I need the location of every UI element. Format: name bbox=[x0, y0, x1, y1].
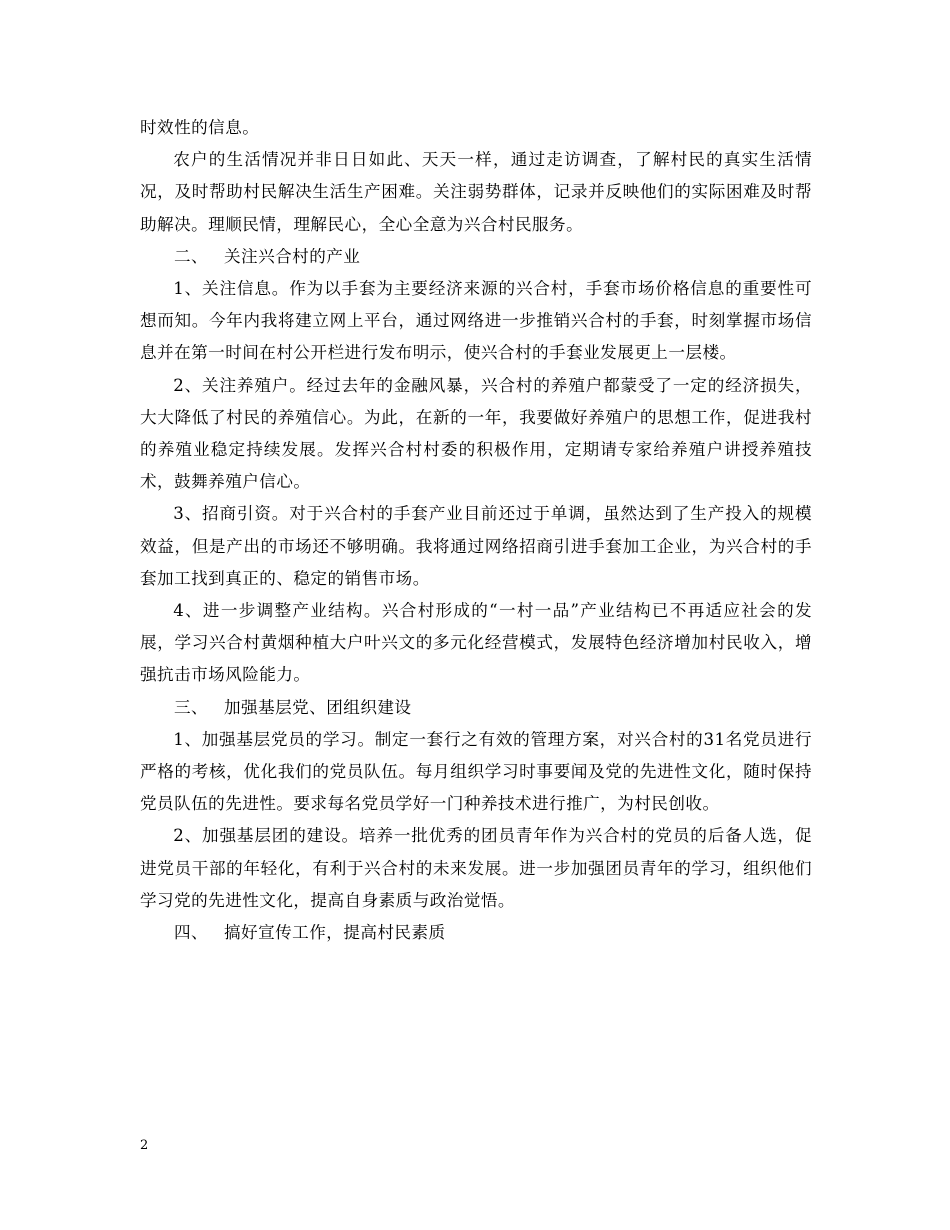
paragraph-continuation: 时效性的信息。 bbox=[140, 118, 260, 137]
paragraph-information: 1、关注信息。作为以手套为主要经济来源的兴合村，手套市场价格信息的重要性可想而知。今年内我将建立网上平台，通过网络进一步推销兴合村的手套，时刻掌握市场信息并在第一时间在村公开栏进行发布明示，使兴合村的手套业发展更上一层楼。 bbox=[140, 279, 812, 363]
paragraph-league-building: 2、加强基层团的建设。培养一批优秀的团员青年作为兴合村的党员的后备人选，促进党员干部的年轻化，有利于兴合村的未来发展。进一步加强团员青年的学习，组织他们学习党的先进性文化，提高自身素质与政治觉悟。 bbox=[140, 826, 812, 910]
section-title: 加强基层党、团组织建设 bbox=[224, 697, 412, 717]
paragraph-investment: 3、招商引资。对于兴合村的手套产业目前还过于单调，虽然达到了生产投入的规模效益，但是产出的市场还不够明确。我将通过网络招商引进手套加工企业，为兴合村的手套加工找到真正的、稳定的销售市场。 bbox=[140, 504, 812, 588]
document-body bbox=[140, 112, 812, 949]
section-title: 关注兴合村的产业 bbox=[224, 246, 361, 266]
section-heading-industry bbox=[140, 241, 812, 273]
section-heading-publicity bbox=[140, 917, 812, 949]
paragraph-industry-structure: 4、进一步调整产业结构。兴合村形成的“一村一品”产业结构已不再适应社会的发展，学习兴合村黄烟种植大户叶兴文的多元化经营模式，发展特色经济增加村民收入，增强抗击市场风险能力。 bbox=[140, 601, 812, 685]
section-title: 搞好宣传工作，提高村民素质 bbox=[224, 923, 446, 943]
paragraph-breeders: 2、关注养殖户。经过去年的金融风暴，兴合村的养殖户都蒙受了一定的经济损失，大大降低了村民的养殖信心。为此，在新的一年，我要做好养殖户的思想工作，促进我村的养殖业稳定持续发展。发挥兴合村村委的积极作用，定期请专家给养殖户讲授养殖技术，鼓舞养殖户信心。 bbox=[140, 375, 812, 492]
paragraph-party-study: 1、加强基层党员的学习。制定一套行之有效的管理方案，对兴合村的31名党员进行严格的考核，优化我们的党员队伍。每月组织学习时事要闻及党的先进性文化，随时保持党员队伍的先进性。要求每名党员学好一门种养技术进行推广，为村民创收。 bbox=[140, 729, 812, 814]
section-number: 二、 bbox=[174, 246, 209, 266]
page-number: 2 bbox=[140, 1138, 149, 1153]
section-number: 四、 bbox=[174, 923, 209, 943]
paragraph-farmer-life: 农户的生活情况并非日日如此、天天一样，通过走访调查，了解村民的真实生活情况，及时帮助村民解决生活生产困难。关注弱势群体，记录并反映他们的实际困难及时帮助解决。理顺民情，理解民心，全心全意为兴合村民服务。 bbox=[140, 150, 812, 234]
section-number: 三、 bbox=[174, 697, 209, 717]
section-heading-party bbox=[140, 692, 812, 724]
